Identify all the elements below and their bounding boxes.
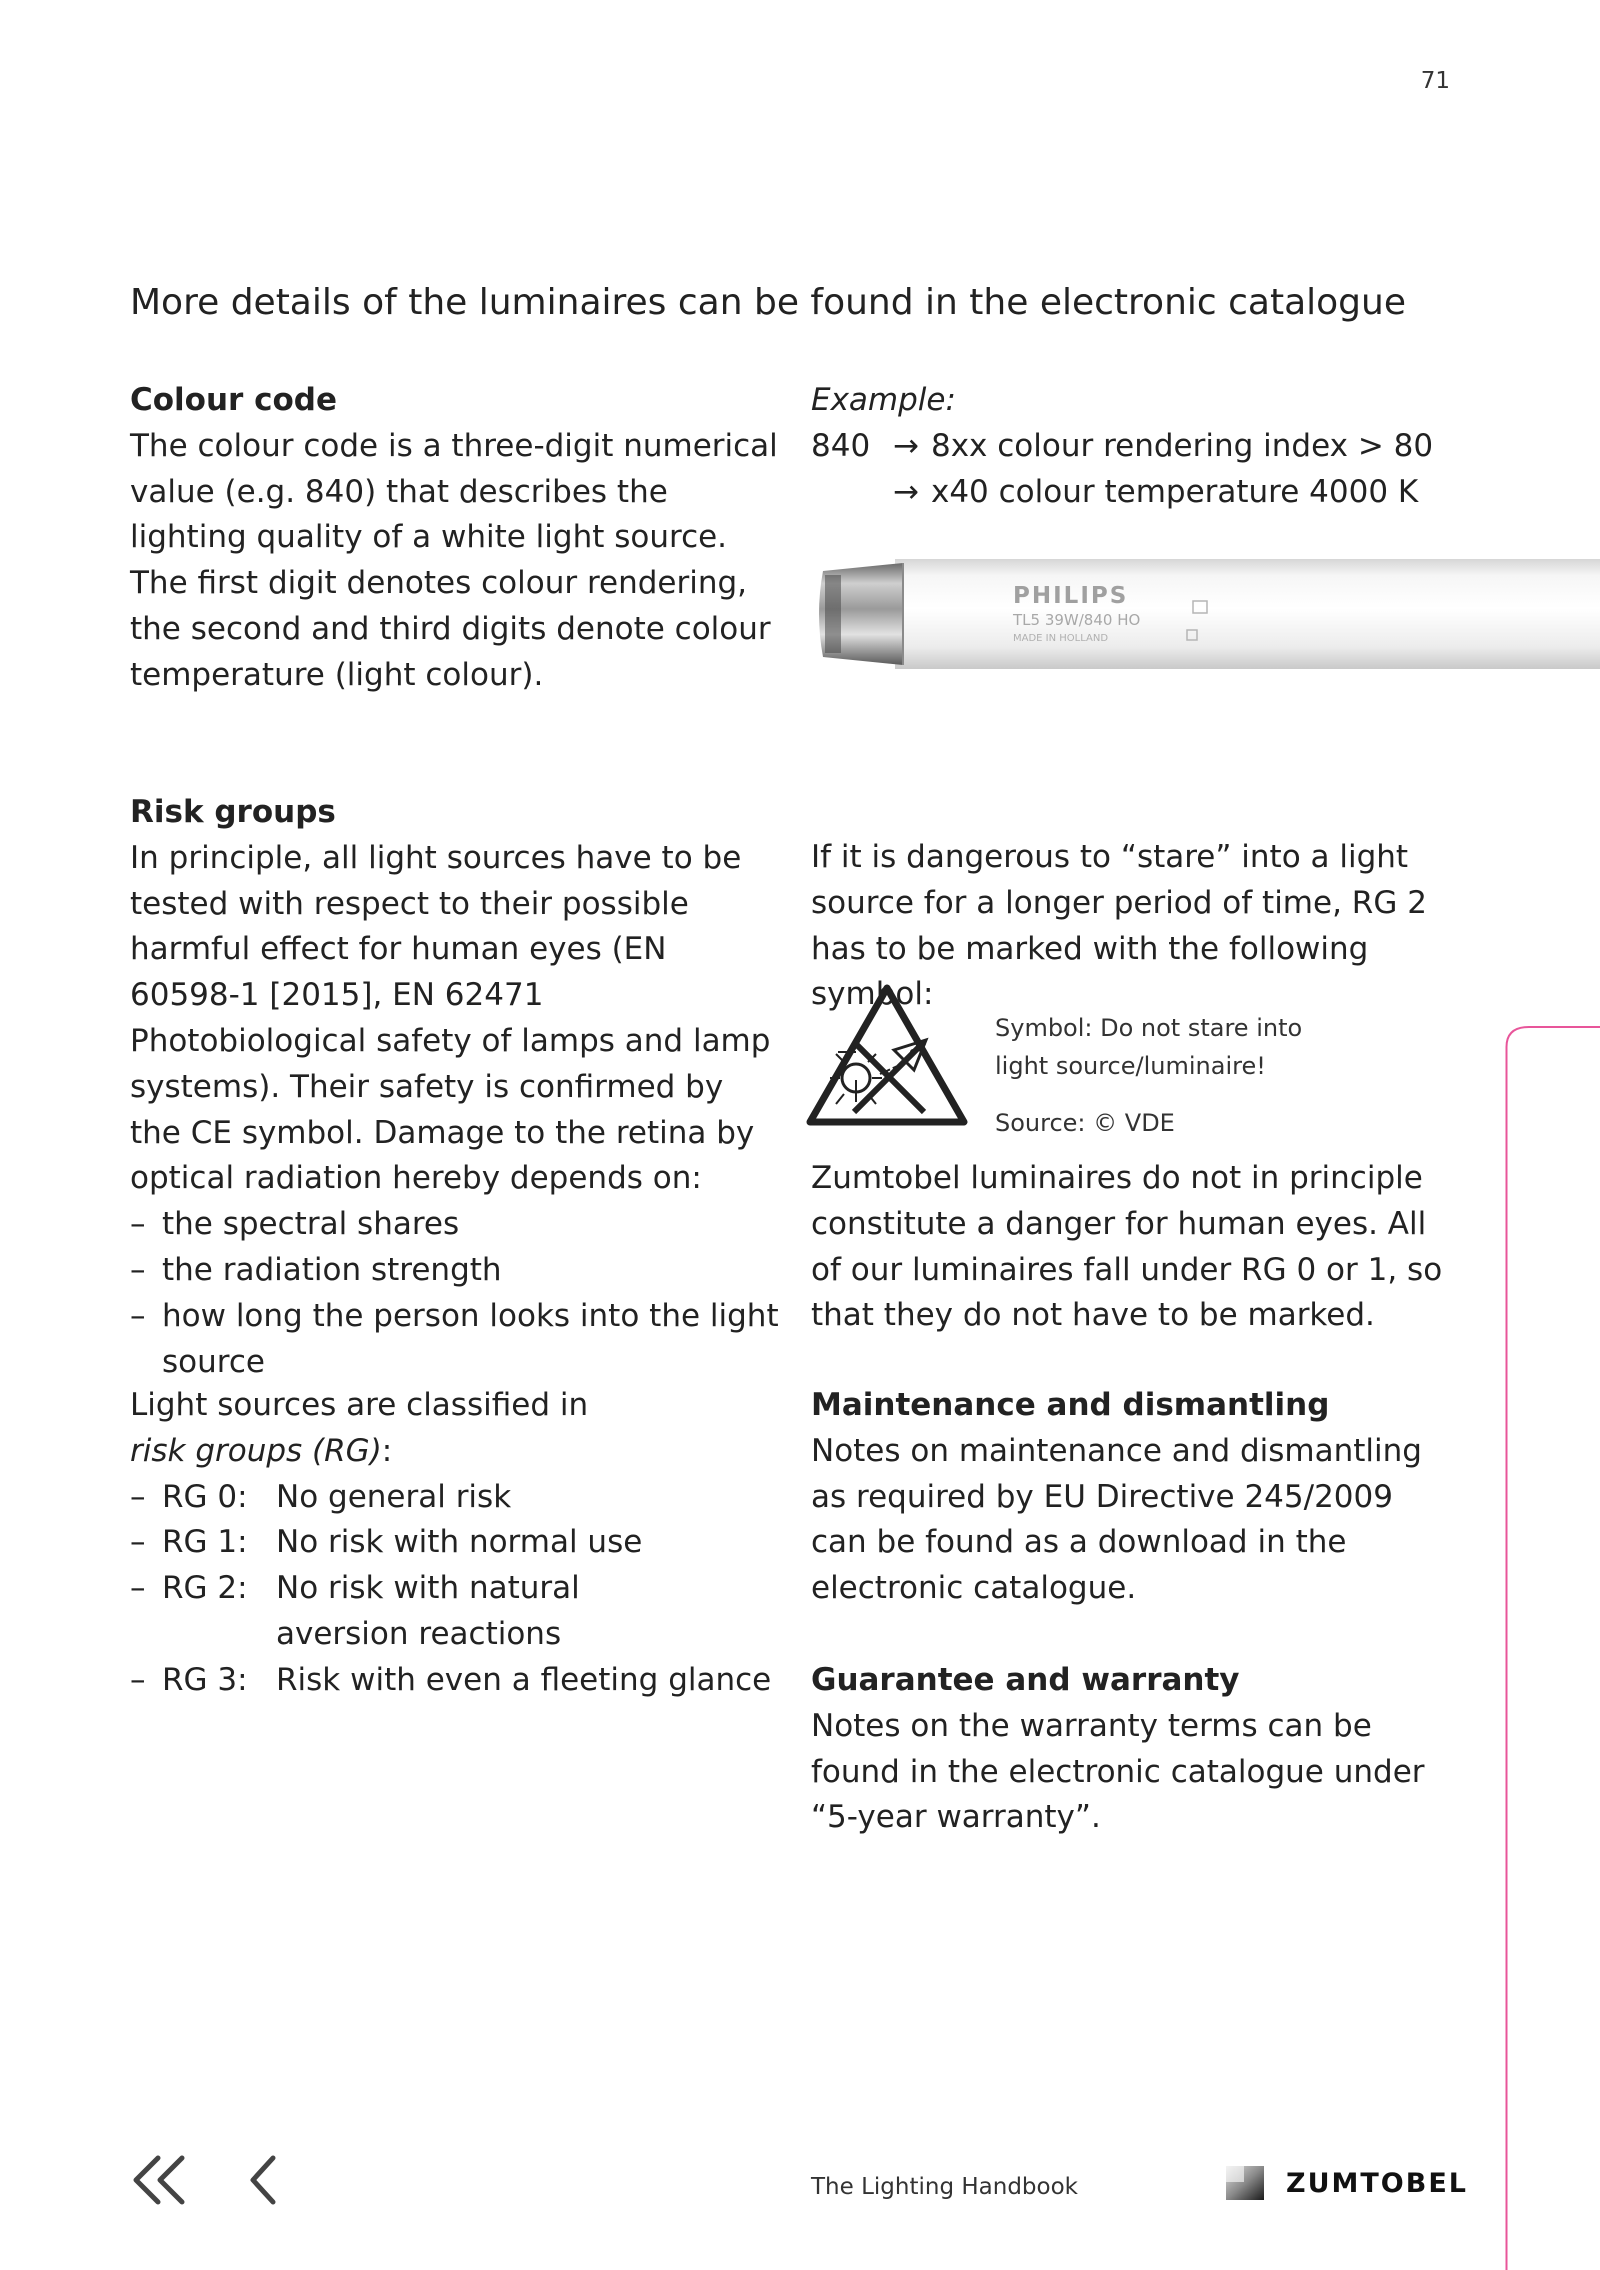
list-item: – RG 1: No risk with normal use bbox=[130, 1520, 780, 1566]
list-item: – the spectral shares bbox=[130, 1202, 780, 1248]
list-item: – the radiation strength bbox=[130, 1248, 780, 1294]
symbol-source: Source: © VDE bbox=[995, 1109, 1175, 1137]
risk-factors-list bbox=[130, 1202, 780, 1385]
list-item: – RG 2: No risk with natural aversion reactions bbox=[130, 1566, 780, 1658]
warranty-section bbox=[811, 1658, 1451, 1841]
risk-groups-body: In principle, all light sources have to be tested with respect to their possible harmful effect for human eyes (EN 60598-1 [2015], EN 62471 Photobiological safety of lamps and lamp systems). Their safety is confirmed by the CE symbol. Damage to the retina by optical radiation hereby depends on: bbox=[130, 839, 771, 1197]
example-line-1 bbox=[811, 424, 1451, 470]
list-item: – how long the person looks into the light source bbox=[130, 1294, 780, 1386]
arrow-right-icon: → bbox=[893, 427, 919, 464]
double-chevron-left-icon[interactable] bbox=[128, 2152, 188, 2208]
page-heading: More details of the luminaires can be found in the electronic catalogue bbox=[130, 282, 1406, 323]
chevron-left-icon[interactable] bbox=[245, 2152, 285, 2208]
zumtobel-logo-mark bbox=[1226, 2166, 1264, 2200]
maintenance-section bbox=[811, 1383, 1451, 1612]
warranty-body: Notes on the warranty terms can be found in the electronic catalogue under “5-year warranty”. bbox=[811, 1707, 1425, 1836]
classification-intro: Light sources are classified in bbox=[130, 1387, 589, 1423]
example-line-2 bbox=[811, 470, 1451, 516]
risk-groups-section bbox=[130, 790, 780, 1385]
risk-groups-list bbox=[130, 1475, 780, 1704]
maintenance-title: Maintenance and dismantling bbox=[811, 1387, 1330, 1423]
lamp-brand: PHILIPS bbox=[1013, 583, 1129, 609]
colour-code-body: The colour code is a three-digit numerical value (e.g. 840) that describes the lighting quality of a white light source. The first digit denotes colour rendering, the second and third digits denote colour temperature (light colour). bbox=[130, 427, 778, 693]
lamp-model: TL5 39W/840 HO bbox=[1013, 611, 1141, 629]
colour-code-title: Colour code bbox=[130, 382, 338, 418]
risk-groups-title: Risk groups bbox=[130, 794, 336, 830]
lamp-origin: MADE IN HOLLAND bbox=[1013, 633, 1109, 644]
warranty-title: Guarantee and warranty bbox=[811, 1662, 1240, 1698]
example-colour-temperature: x40 colour temperature 4000 K bbox=[930, 473, 1419, 510]
list-item: – RG 0: No general risk bbox=[130, 1475, 780, 1521]
zumtobel-note bbox=[811, 1156, 1451, 1339]
classification-section: Light sources are classified in risk groups (RG): – RG 0: No general risk – RG 1: No risk with normal use – RG 2: No risk with natural aversion reactions – RG 3: Risk with even a fleeting glance bbox=[130, 1383, 780, 1704]
footer-title: The Lighting Handbook bbox=[811, 2174, 1078, 2200]
zumtobel-note-body: Zumtobel luminaires do not in principle constitute a danger for human eyes. All of our luminaires fall under RG 0 or 1, so that they do not have to be marked. bbox=[811, 1160, 1443, 1334]
page-number: 71 bbox=[1420, 68, 1450, 94]
do-not-stare-warning-icon bbox=[804, 982, 970, 1132]
symbol-caption: Symbol: Do not stare into light source/luminaire! bbox=[995, 1014, 1303, 1080]
fluorescent-lamp-image bbox=[815, 553, 1600, 675]
example-code: 840 bbox=[811, 427, 871, 464]
maintenance-body: Notes on maintenance and dismantling as required by EU Directive 245/2009 can be found as a download in the electronic catalogue. bbox=[811, 1432, 1422, 1607]
example-label: Example: bbox=[811, 382, 956, 418]
stare-warning-body: If it is dangerous to “stare” into a light source for a longer period of time, RG 2 has to be marked with the following symbol: bbox=[811, 839, 1427, 1013]
list-item: – RG 3: Risk with even a fleeting glance bbox=[130, 1658, 780, 1704]
arrow-right-icon: → bbox=[893, 473, 919, 510]
classification-term: risk groups (RG) bbox=[130, 1432, 382, 1469]
example-section bbox=[811, 378, 1451, 515]
side-tab bbox=[1505, 1025, 1600, 2270]
colour-code-section bbox=[130, 378, 780, 699]
zumtobel-logo-text: ZUMTOBEL bbox=[1286, 2168, 1468, 2199]
example-colour-rendering: 8xx colour rendering index > 80 bbox=[930, 427, 1434, 464]
